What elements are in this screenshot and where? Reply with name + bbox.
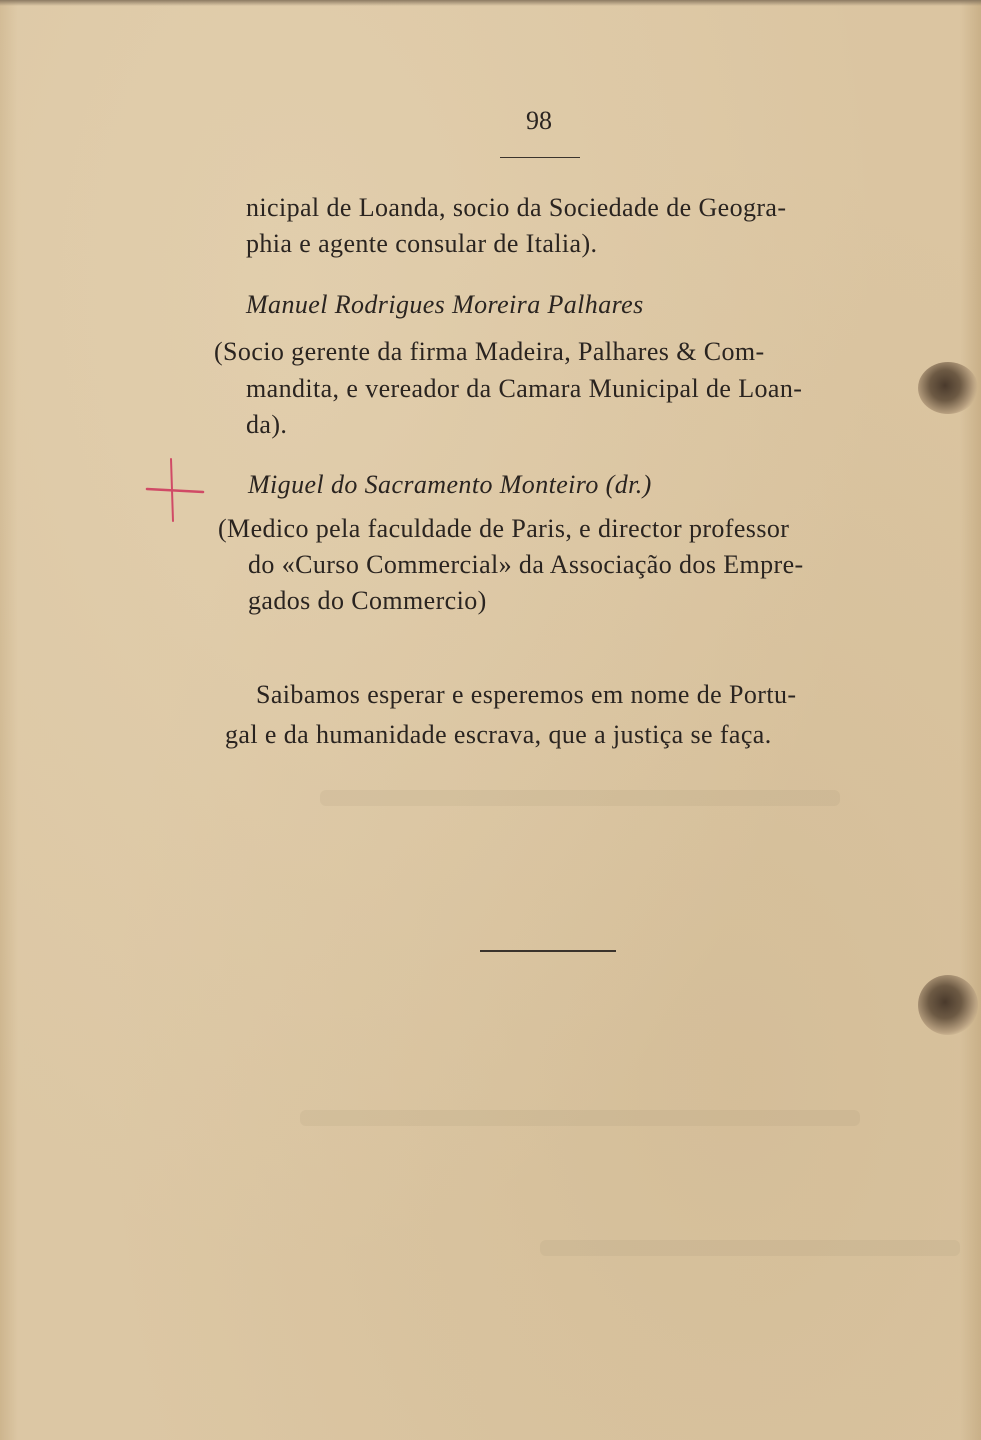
bleed-through-mark (540, 1240, 960, 1256)
text-line: (Medico pela faculdade de Paris, e director professor (218, 514, 790, 543)
page-number: 98 (526, 106, 552, 135)
text-line: nicipal de Loanda, socio da Sociedade de Geogra- (246, 193, 787, 222)
text-line: (Socio gerente da firma Madeira, Palhares & Com- (214, 337, 765, 366)
text-line: do «Curso Commercial» da Associação dos Empre- (248, 550, 804, 579)
text-line: gal e da humanidade escrava, que a justiça se faça. (225, 720, 772, 749)
page-top-edge (0, 0, 981, 6)
binding-hole (918, 362, 978, 414)
person-name: Miguel do Sacramento Monteiro (dr.) (248, 470, 652, 499)
header-rule (500, 157, 580, 158)
bleed-through-mark (300, 1110, 860, 1126)
text-line: da). (246, 410, 288, 439)
red-cross-mark (145, 455, 205, 525)
binding-hole (918, 975, 978, 1035)
text-line: phia e agente consular de Italia). (246, 229, 598, 258)
end-rule (480, 950, 616, 952)
person-name: Manuel Rodrigues Moreira Palhares (246, 290, 644, 319)
text-line: mandita, e vereador da Camara Municipal de Loan- (246, 374, 803, 403)
text-line: gados do Commercio) (248, 586, 487, 615)
bleed-through-mark (320, 790, 840, 806)
text-line: Saibamos esperar e esperemos em nome de Portu- (256, 680, 797, 709)
